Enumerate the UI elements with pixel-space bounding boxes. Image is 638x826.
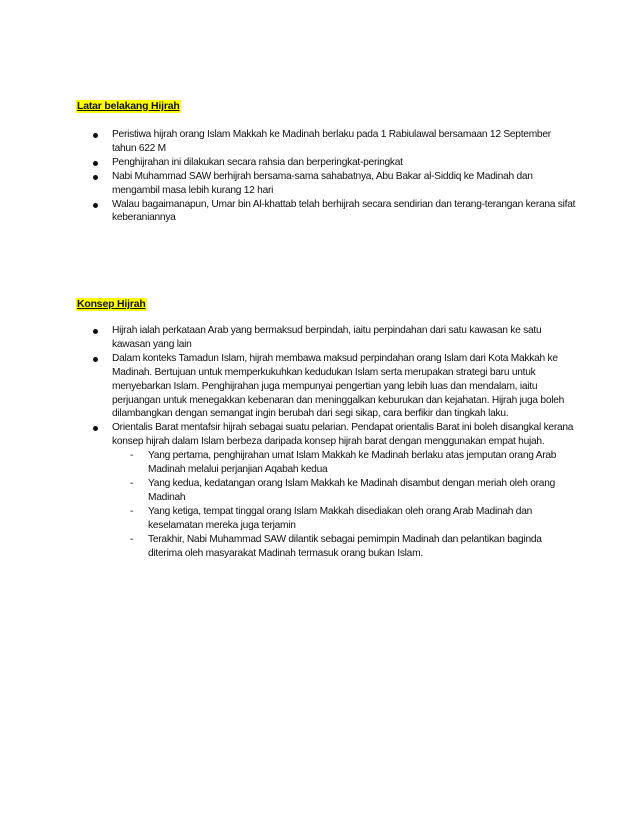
bullet-icon	[93, 203, 98, 208]
list-item: Walau bagaimanapun, Umar bin Al-khattab telah berhijrah secara sendirian dan terang-terangan kerana sifat keberaniannya	[76, 198, 576, 226]
section-heading: Konsep Hijrah	[77, 298, 146, 310]
list-item: Penghijrahan ini dilakukan secara rahsia dan berperingkat-peringkat	[76, 156, 576, 170]
list-item: - Yang kedua, kedatangan orang Islam Makkah ke Madinah disambut dengan meriah oleh orang Madinah	[130, 477, 556, 503]
dash-list	[112, 449, 576, 560]
list-item: Nabi Muhammad SAW berhijrah bersama-sama sahabatnya, Abu Bakar al-Siddiq ke Madinah dan mengambil masa lebih kurang 12 hari	[76, 170, 576, 198]
dash-icon: -	[130, 450, 134, 462]
bullet-list	[76, 128, 576, 225]
bullet-icon	[93, 426, 98, 431]
list-item: - Terakhir, Nabi Muhammad SAW dilantik sebagai pemimpin Madinah dan pelantikan baginda diterima oleh masyarakat Madinah termasuk orang bukan Islam.	[130, 533, 542, 559]
list-item: - Yang pertama, penghijrahan umat Islam Makkah ke Madinah berlaku atas jemputan orang Arab Madinah melalui perjanjian Aqabah kedua	[130, 450, 557, 476]
bullet-icon	[93, 175, 98, 180]
section-konsep-hijrah	[76, 294, 576, 560]
dash-icon: -	[130, 533, 134, 545]
dash-icon: -	[130, 477, 134, 489]
bullet-icon	[93, 161, 98, 166]
list-item: Dalam konteks Tamadun Islam, hijrah membawa maksud perpindahan orang Islam dari Kota Makkah ke Madinah. Bertujuan untuk memperkukuhkan kedudukan Islam serta merupakan strategi baru untuk menyebarkan Islam. Penghijrahan juga mempunyai pengertian yang lebih luas dan mendalam, iaitu perjuangan untuk menegakkan kebenaran dan meninggalkan keburukan dan kejahatan. Hijrah juga boleh dilambangkan dengan semangat ingin berubah dari segi sikap, cara berfikir dan tingkah laku.	[76, 352, 576, 422]
bullet-list	[76, 324, 576, 560]
list-item: Peristiwa hijrah orang Islam Makkah ke Madinah berlaku pada 1 Rabiulawal bersamaan 12 September tahun 622 M	[76, 128, 576, 156]
list-item: Orientalis Barat mentafsir hijrah sebagai suatu pelarian. Pendapat orientalis Barat ini boleh disangkal kerana konsep hijrah dalam Islam berbeza daripada konsep hijrah barat dengan menggunakan empat hujah. - Yang pertama, penghijrahan umat Islam Makkah ke Madinah berlaku atas jemputan orang Arab Madinah melalui perjanjian Aqabah kedua - Yang kedua, kedatangan orang Islam Makkah ke Madinah disambut dengan meriah oleh orang Madinah - Yang ketiga, tempat tinggal orang Islam Makkah disediakan oleh orang Arab Madinah dan keselamatan mereka juga terjamin - Terakhir, Nabi Muhammad SAW dilantik sebagai pemimpin Madinah dan pelantikan baginda diterima oleh masyarakat Madinah termasuk orang bukan Islam.	[76, 421, 576, 560]
bullet-icon	[93, 133, 98, 138]
bullet-icon	[93, 329, 98, 334]
section-heading: Latar belakang Hijrah	[77, 100, 180, 112]
list-item: - Yang ketiga, tempat tinggal orang Islam Makkah disediakan oleh orang Arab Madinah dan keselamatan mereka juga terjamin	[130, 505, 533, 531]
dash-icon: -	[130, 505, 134, 517]
section-latar-belakang	[76, 96, 576, 225]
bullet-icon	[93, 357, 98, 362]
list-item: Hijrah ialah perkataan Arab yang bermaksud berpindah, iaitu perpindahan dari satu kawasan ke satu kawasan yang lain	[76, 324, 576, 352]
